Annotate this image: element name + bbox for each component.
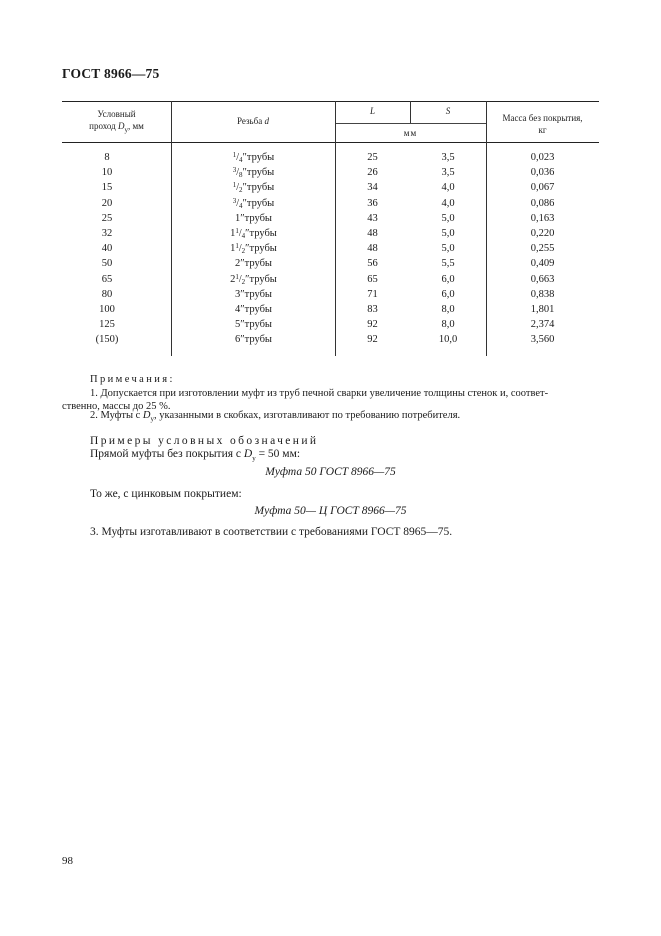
cell-mass: 0,255: [530, 243, 555, 255]
cell-mass: 3,560: [530, 334, 555, 346]
thread-whole: 6: [235, 334, 241, 346]
cell-nominal-passage: 40: [101, 243, 113, 255]
cell-wall-s: 4,0: [441, 197, 455, 209]
cell-mass: 1,801: [530, 304, 555, 315]
thread-suffix: ″трубы: [245, 273, 277, 285]
note-2: 2. Муфты с $D_y$, указанными в скобках, изготавливают по требованию потребителя.: [90, 410, 461, 424]
cell-wall-s: 6,0: [441, 273, 455, 285]
cell-mass: 0,036: [530, 167, 555, 179]
cell-length-l: 83: [367, 304, 378, 315]
document-title: ГОСТ 8966—75: [62, 66, 160, 81]
designation-example-2: Муфта 50— Ц ГОСТ 8966—75: [254, 505, 407, 517]
cell-nominal-passage: 65: [101, 273, 113, 285]
cell-length-l: 92: [367, 334, 378, 346]
thread-den: 4: [239, 201, 243, 210]
header-wall-s: S: [445, 106, 451, 116]
cell-mass: 0,023: [530, 152, 555, 163]
thread-suffix: ″трубы: [242, 197, 275, 209]
cell-wall-s: 8,0: [441, 319, 455, 331]
header-thread: Резьба d: [237, 116, 269, 126]
cell-nominal-passage: 20: [101, 197, 113, 209]
thread-suffix: ″трубы: [240, 288, 272, 300]
cell-nominal-passage: 80: [101, 288, 113, 300]
thread-suffix: ″трубы: [245, 228, 277, 239]
cell-mass: 0,663: [530, 273, 555, 285]
cell-length-l: 48: [367, 228, 378, 239]
cell-wall-s: 5,5: [441, 258, 455, 270]
thread-whole: 2: [235, 258, 241, 270]
thread-whole: 1: [230, 228, 236, 239]
cell-nominal-passage: 25: [101, 212, 113, 224]
note-1-line-1: 1. Допускается при изготовлении муфт из труб печной сварки увеличение толщины стенок и, соответ-: [90, 388, 549, 399]
cell-length-l: 43: [367, 212, 378, 224]
cell-thread: [171, 241, 336, 256]
cell-thread: [171, 165, 336, 180]
cell-wall-s: 5,0: [441, 228, 455, 239]
cell-wall-s: 5,0: [441, 243, 455, 255]
thread-suffix: ″трубы: [242, 167, 275, 179]
cell-nominal-passage: 15: [101, 182, 113, 194]
thread-num: 1: [235, 227, 239, 235]
cell-mass: 0,163: [530, 212, 555, 224]
cell-thread: [171, 287, 336, 302]
cell-nominal-passage: 10: [101, 167, 113, 179]
cell-wall-s: 10,0: [438, 334, 458, 346]
thread-num: 1: [232, 181, 237, 190]
cell-length-l: 92: [367, 319, 378, 331]
cell-length-l: 26: [367, 167, 378, 179]
fraction-slash: /: [238, 273, 242, 285]
notes-heading: Примечания:: [90, 374, 175, 385]
designation-example-1: Муфта 50 ГОСТ 8966—75: [265, 466, 396, 478]
cell-mass: 0,838: [530, 288, 555, 300]
fraction-slash: /: [236, 197, 240, 209]
unit-subrule: [335, 123, 486, 124]
header-length-l: L: [369, 106, 375, 116]
cell-thread: [171, 226, 336, 241]
thread-suffix: ″трубы: [240, 334, 272, 346]
fraction-slash: /: [238, 243, 242, 255]
cell-wall-s: 3,5: [441, 152, 455, 163]
cell-length-l: 56: [367, 258, 378, 270]
cell-thread: [171, 211, 336, 226]
table-top-rule: [62, 101, 599, 102]
header-nominal-passage: Условный проход $D_y$, мм: [89, 109, 144, 134]
thread-num: 1: [235, 272, 239, 281]
thread-den: 4: [241, 232, 246, 240]
thread-suffix: ″трубы: [240, 319, 272, 331]
thread-whole: 4: [235, 304, 241, 315]
cell-thread: [171, 180, 336, 195]
thread-whole: 3: [235, 288, 241, 300]
thread-whole: 5: [235, 319, 241, 331]
table-header-rule: [62, 142, 599, 143]
thread-suffix: ″трубы: [242, 182, 275, 194]
cell-wall-s: 5,0: [441, 212, 455, 224]
cell-thread: [171, 196, 336, 211]
cell-nominal-passage: 125: [99, 319, 115, 331]
cell-wall-s: 6,0: [441, 288, 455, 300]
cell-mass: 0,086: [530, 197, 555, 209]
thread-num: 1: [232, 151, 237, 159]
cell-length-l: 36: [367, 197, 378, 209]
cell-nominal-passage: 8: [104, 152, 110, 163]
cell-length-l: 71: [367, 288, 378, 300]
fraction-slash: /: [236, 152, 240, 163]
thread-den: 2: [239, 186, 243, 195]
cell-mass: 0,409: [530, 258, 555, 270]
cell-thread: [171, 256, 336, 271]
fraction-slash: /: [236, 167, 240, 179]
cell-mass: 0,067: [530, 182, 555, 194]
thread-den: 2: [241, 277, 246, 286]
fraction-slash: /: [236, 182, 240, 194]
header-unit-mm: мм: [403, 128, 418, 138]
cell-nominal-passage: (150): [95, 334, 119, 346]
thread-num: 3: [232, 196, 237, 205]
thread-den: 4: [239, 156, 243, 164]
thread-suffix: ″трубы: [240, 212, 272, 224]
cell-length-l: 34: [367, 182, 378, 194]
thread-suffix: ″трубы: [242, 152, 275, 163]
cell-mass: 2,374: [530, 319, 555, 331]
cell-wall-s: 8,0: [441, 304, 455, 315]
cell-thread: [171, 332, 336, 347]
cell-nominal-passage: 100: [99, 304, 115, 315]
thread-whole: 1: [235, 212, 241, 224]
thread-whole: 2: [230, 273, 236, 285]
cell-mass: 0,220: [530, 228, 555, 239]
cell-thread: [171, 272, 336, 287]
thread-den: 2: [241, 247, 246, 256]
header-mass: Масса без покрытия, кг: [502, 113, 583, 135]
cell-nominal-passage: 32: [101, 228, 113, 239]
thread-suffix: ″трубы: [240, 304, 272, 315]
thread-whole: 1: [230, 243, 236, 255]
note-1-line-2: ственно, массы до 25 %.: [62, 401, 171, 412]
thread-den: 8: [239, 171, 243, 180]
cell-length-l: 48: [367, 243, 378, 255]
cell-length-l: 25: [367, 152, 378, 163]
thread-num: 1: [235, 242, 239, 251]
examples-heading: Примеры условных обозначений: [90, 435, 319, 447]
cell-thread: [171, 150, 336, 165]
cell-thread: [171, 317, 336, 332]
note-3: 3. Муфты изготавливают в соответствии с требованиями ГОСТ 8965—75.: [90, 526, 453, 538]
page-number: 98: [62, 855, 73, 867]
cell-length-l: 65: [367, 273, 378, 285]
examples-intro: Прямой муфты без покрытия с $D_y = 50$ мм:: [90, 448, 301, 463]
cell-wall-s: 4,0: [441, 182, 455, 194]
cell-wall-s: 3,5: [441, 167, 455, 179]
thread-suffix: ″трубы: [245, 243, 277, 255]
thread-suffix: ″трубы: [240, 258, 272, 270]
thread-num: 3: [232, 166, 237, 175]
fraction-slash: /: [238, 228, 242, 239]
cell-thread: [171, 302, 336, 317]
zinc-coating-text: То же, с цинковым покрытием:: [90, 488, 242, 500]
cell-nominal-passage: 50: [101, 258, 113, 270]
